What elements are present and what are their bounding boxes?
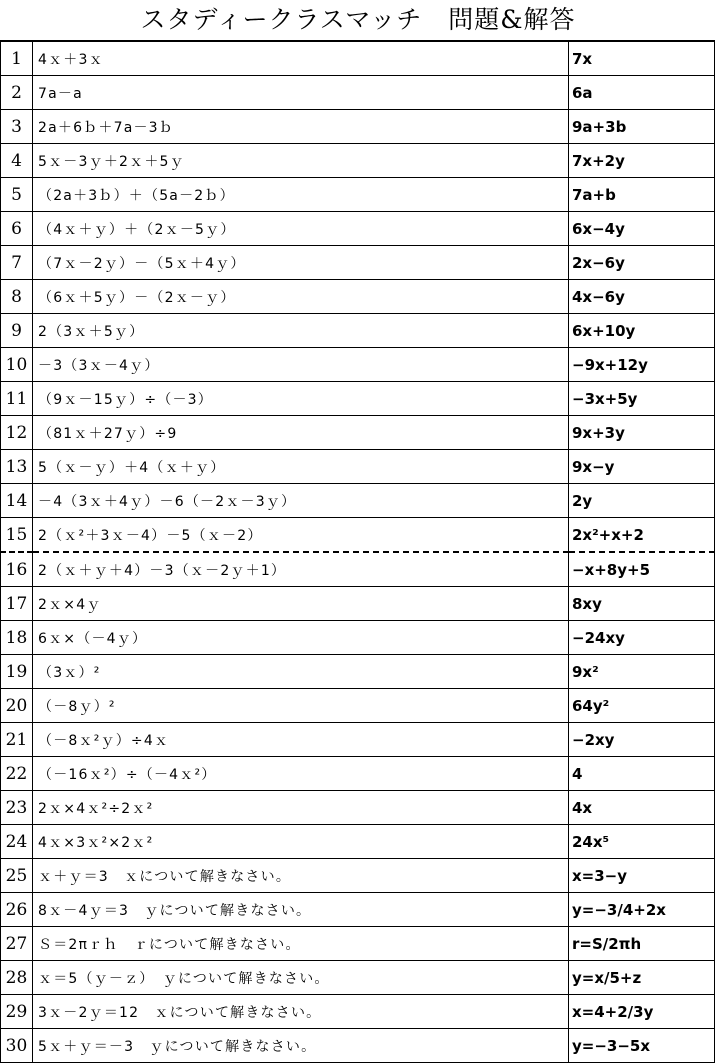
problem-text: 3ｘ－2ｙ＝12 ｘについて解きなさい。 bbox=[33, 995, 569, 1029]
problem-number: 10 bbox=[1, 348, 33, 382]
answer-text: −24xy bbox=[569, 621, 715, 655]
problem-text: （7ｘ－2ｙ）－（5ｘ＋4ｙ） bbox=[33, 246, 569, 280]
answer-text: 9a+3b bbox=[569, 110, 715, 144]
problem-text: 2a＋6ｂ＋7a－3ｂ bbox=[33, 110, 569, 144]
problem-number: 29 bbox=[1, 995, 33, 1029]
table-row bbox=[1, 178, 715, 212]
answer-text: 8xy bbox=[569, 587, 715, 621]
problem-number: 15 bbox=[1, 518, 33, 553]
table-row bbox=[1, 552, 715, 587]
answer-text: 2y bbox=[569, 484, 715, 518]
problem-text: 5ｘ＋ｙ＝－3 ｙについて解きなさい。 bbox=[33, 1029, 569, 1063]
answer-text: 6x+10y bbox=[569, 314, 715, 348]
table-row bbox=[1, 723, 715, 757]
problem-text: 2（ｘ²＋3ｘ－4）－5（ｘ－2） bbox=[33, 518, 569, 553]
problem-number: 24 bbox=[1, 825, 33, 859]
problem-number: 6 bbox=[1, 212, 33, 246]
answer-text: 7a+b bbox=[569, 178, 715, 212]
problem-number: 11 bbox=[1, 382, 33, 416]
answer-text: 7x bbox=[569, 41, 715, 76]
problem-number: 30 bbox=[1, 1029, 33, 1063]
answer-text: −2xy bbox=[569, 723, 715, 757]
problem-text: 5（ｘ－ｙ）＋4（ｘ＋ｙ） bbox=[33, 450, 569, 484]
table-row bbox=[1, 348, 715, 382]
problem-text: 7a－a bbox=[33, 76, 569, 110]
problem-text: （－16ｘ²）÷（－4ｘ²） bbox=[33, 757, 569, 791]
problem-text: 2（ｘ＋ｙ＋4）－3（ｘ－2ｙ＋1） bbox=[33, 552, 569, 587]
table-row bbox=[1, 110, 715, 144]
problem-text: 8ｘ－4ｙ＝3 ｙについて解きなさい。 bbox=[33, 893, 569, 927]
problem-text: ｘ＋ｙ＝3 ｘについて解きなさい。 bbox=[33, 859, 569, 893]
answer-text: 6x−4y bbox=[569, 212, 715, 246]
problem-text: 2ｘ×4ｙ bbox=[33, 587, 569, 621]
problem-number: 13 bbox=[1, 450, 33, 484]
answer-text: y=x/5+z bbox=[569, 961, 715, 995]
answer-text: 9x−y bbox=[569, 450, 715, 484]
answer-text: 9x² bbox=[569, 655, 715, 689]
table-row bbox=[1, 689, 715, 723]
problem-number: 12 bbox=[1, 416, 33, 450]
problem-text: （－8ｙ）² bbox=[33, 689, 569, 723]
problem-text: 4ｘ×3ｘ²×2ｘ² bbox=[33, 825, 569, 859]
problem-text: （－8ｘ²ｙ）÷4ｘ bbox=[33, 723, 569, 757]
answer-text: 9x+3y bbox=[569, 416, 715, 450]
problem-text: 2（3ｘ＋5ｙ） bbox=[33, 314, 569, 348]
table-row bbox=[1, 961, 715, 995]
table-row bbox=[1, 212, 715, 246]
answer-text: x=3−y bbox=[569, 859, 715, 893]
table-row bbox=[1, 1029, 715, 1063]
problem-text: 2ｘ×4ｘ²÷2ｘ² bbox=[33, 791, 569, 825]
page-title: スタディークラスマッチ 問題&解答 bbox=[140, 5, 576, 34]
table-row bbox=[1, 621, 715, 655]
answer-text: r=S/2πh bbox=[569, 927, 715, 961]
problem-text: （81ｘ＋27ｙ）÷9 bbox=[33, 416, 569, 450]
problem-number: 19 bbox=[1, 655, 33, 689]
table-row bbox=[1, 995, 715, 1029]
table-row bbox=[1, 518, 715, 553]
answer-text: −9x+12y bbox=[569, 348, 715, 382]
problem-text: （9ｘ－15ｙ）÷（－3） bbox=[33, 382, 569, 416]
problem-text: 5ｘ－3ｙ＋2ｘ＋5ｙ bbox=[33, 144, 569, 178]
problem-text: 6ｘ×（－4ｙ） bbox=[33, 621, 569, 655]
table-row bbox=[1, 757, 715, 791]
problem-text: 4ｘ＋3ｘ bbox=[33, 41, 569, 76]
table-row bbox=[1, 791, 715, 825]
problem-number: 8 bbox=[1, 280, 33, 314]
problem-number: 4 bbox=[1, 144, 33, 178]
answer-text: 6a bbox=[569, 76, 715, 110]
problem-number: 9 bbox=[1, 314, 33, 348]
table-row bbox=[1, 927, 715, 961]
problem-number: 26 bbox=[1, 893, 33, 927]
answer-text: 64y² bbox=[569, 689, 715, 723]
problem-number: 16 bbox=[1, 552, 33, 587]
problem-text: （6ｘ＋5ｙ）－（2ｘ－ｙ） bbox=[33, 280, 569, 314]
problem-number: 23 bbox=[1, 791, 33, 825]
answer-text: 4 bbox=[569, 757, 715, 791]
problem-number: 28 bbox=[1, 961, 33, 995]
answer-text: 2x²+x+2 bbox=[569, 518, 715, 553]
table-row bbox=[1, 314, 715, 348]
table-body bbox=[1, 41, 715, 1063]
table-row bbox=[1, 859, 715, 893]
problem-answer-table bbox=[0, 40, 715, 1063]
problem-number: 2 bbox=[1, 76, 33, 110]
table-row bbox=[1, 246, 715, 280]
problem-text: （4ｘ＋ｙ）＋（2ｘ－5ｙ） bbox=[33, 212, 569, 246]
problem-text: Ｓ＝2πｒｈ ｒについて解きなさい。 bbox=[33, 927, 569, 961]
problem-number: 18 bbox=[1, 621, 33, 655]
answer-text: 4x bbox=[569, 791, 715, 825]
table-row bbox=[1, 76, 715, 110]
answer-text: 2x−6y bbox=[569, 246, 715, 280]
problem-text: （2a＋3ｂ）＋（5a－2ｂ） bbox=[33, 178, 569, 212]
answer-text: −3x+5y bbox=[569, 382, 715, 416]
problem-number: 25 bbox=[1, 859, 33, 893]
table-row bbox=[1, 144, 715, 178]
problem-number: 27 bbox=[1, 927, 33, 961]
problem-number: 1 bbox=[1, 41, 33, 76]
problem-number: 7 bbox=[1, 246, 33, 280]
problem-number: 21 bbox=[1, 723, 33, 757]
problem-number: 3 bbox=[1, 110, 33, 144]
problem-text: （3ｘ）² bbox=[33, 655, 569, 689]
problem-number: 20 bbox=[1, 689, 33, 723]
table-row bbox=[1, 416, 715, 450]
table-row bbox=[1, 280, 715, 314]
problem-text: －3（3ｘ－4ｙ） bbox=[33, 348, 569, 382]
table-row bbox=[1, 587, 715, 621]
table-row bbox=[1, 893, 715, 927]
answer-text: 7x+2y bbox=[569, 144, 715, 178]
answer-text: −x+8y+5 bbox=[569, 552, 715, 587]
table-row bbox=[1, 825, 715, 859]
answer-text: y=−3−5x bbox=[569, 1029, 715, 1063]
table-row bbox=[1, 382, 715, 416]
problem-number: 14 bbox=[1, 484, 33, 518]
table-row bbox=[1, 655, 715, 689]
answer-text: 4x−6y bbox=[569, 280, 715, 314]
answer-text: 24x⁵ bbox=[569, 825, 715, 859]
table-row bbox=[1, 450, 715, 484]
table-row bbox=[1, 484, 715, 518]
problem-number: 17 bbox=[1, 587, 33, 621]
table-row bbox=[1, 41, 715, 76]
answer-text: y=−3/4+2x bbox=[569, 893, 715, 927]
problem-number: 5 bbox=[1, 178, 33, 212]
problem-text: ｘ＝5（ｙ－ｚ） ｙについて解きなさい。 bbox=[33, 961, 569, 995]
answer-text: x=4+2/3y bbox=[569, 995, 715, 1029]
problem-text: －4（3ｘ＋4ｙ）－6（－2ｘ－3ｙ） bbox=[33, 484, 569, 518]
problem-number: 22 bbox=[1, 757, 33, 791]
